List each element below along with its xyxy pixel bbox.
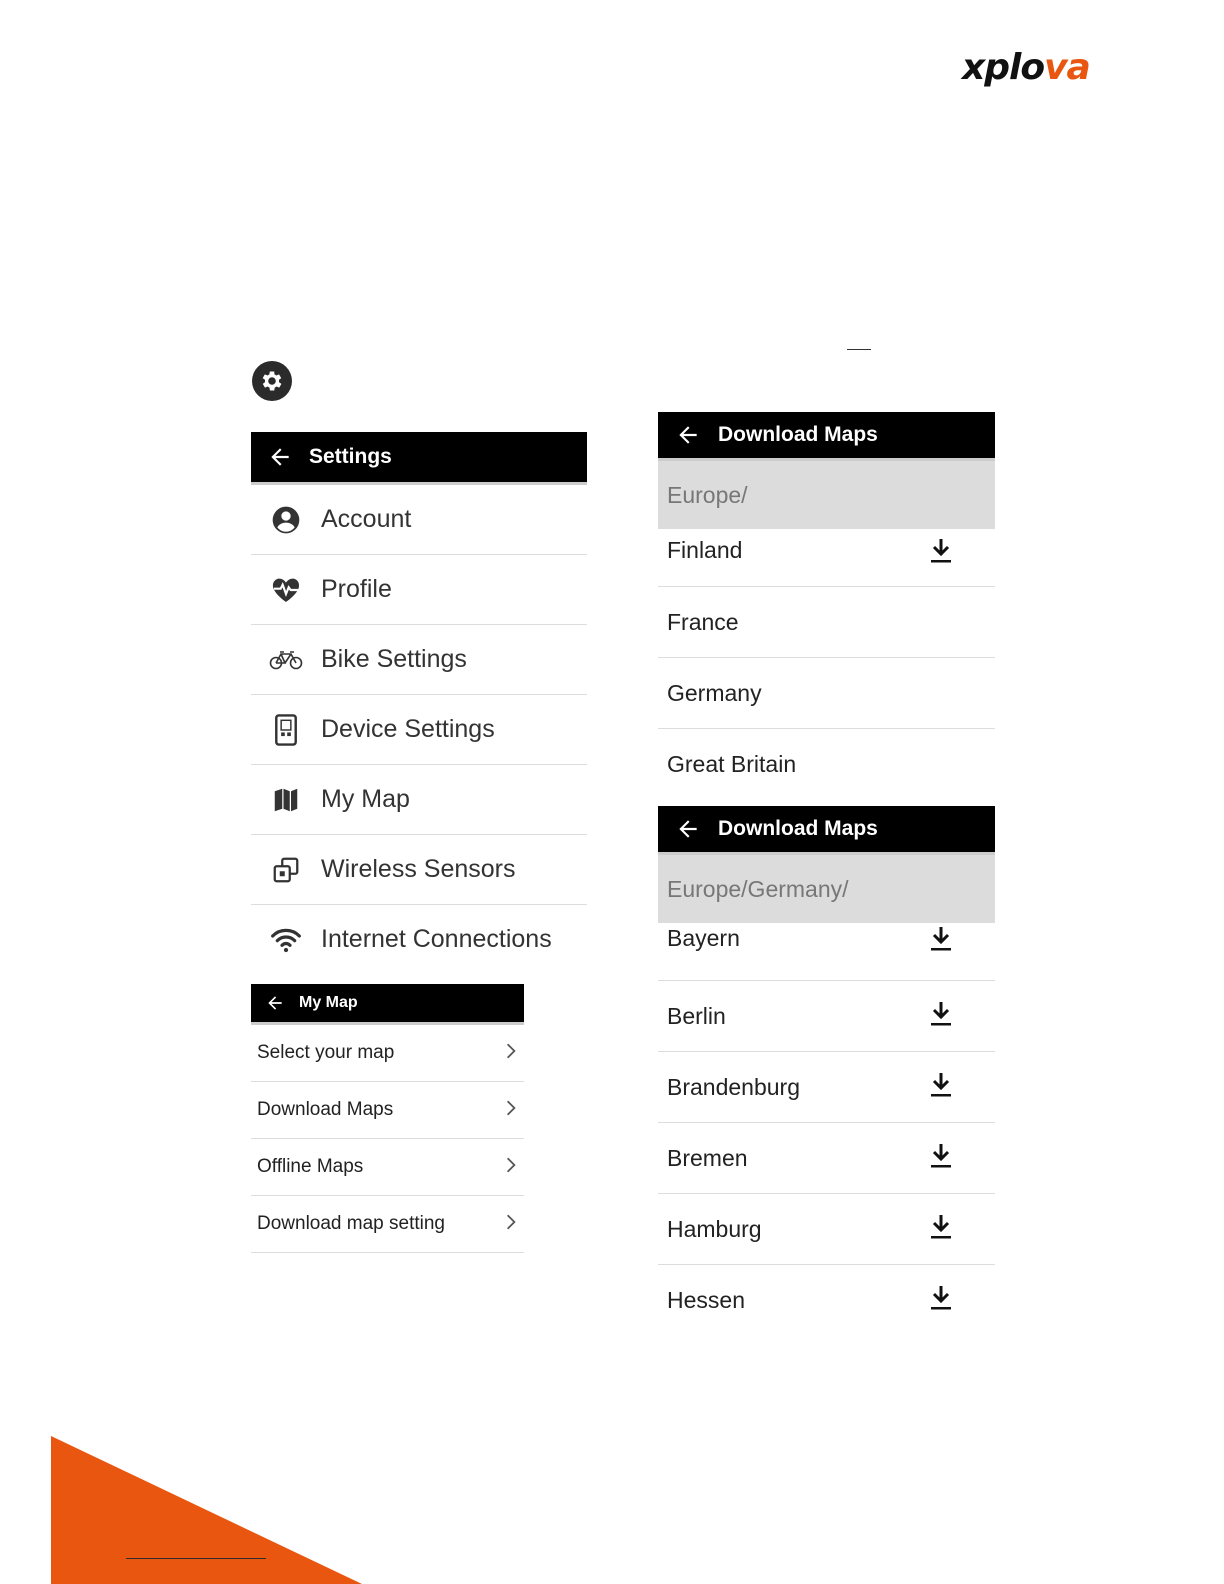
xplova-logo xyxy=(962,48,1124,88)
download-icon[interactable] xyxy=(929,537,953,570)
download-icon[interactable] xyxy=(929,925,953,958)
region-row-great-britain[interactable] xyxy=(658,729,995,800)
mymap-item-label: Download Maps xyxy=(257,1099,394,1120)
region-label: Finland xyxy=(667,537,743,563)
mymap-item-select-your-map[interactable] xyxy=(251,1025,524,1082)
download-maps-europe-screen xyxy=(658,412,995,800)
region-label: Bayern xyxy=(667,925,740,951)
download-maps-titlebar xyxy=(658,806,995,855)
my-map-title: My Map xyxy=(299,994,358,1011)
download-icon[interactable] xyxy=(929,1071,953,1104)
my-map-screen xyxy=(251,984,524,1253)
path-breadcrumb: Europe/ xyxy=(658,461,995,529)
sensors-icon xyxy=(251,855,321,885)
settings-titlebar xyxy=(251,432,587,485)
map-icon xyxy=(251,785,321,815)
heart-pulse-icon xyxy=(251,574,321,606)
settings-item-device-settings[interactable] xyxy=(251,695,587,765)
mymap-item-download-maps[interactable] xyxy=(251,1082,524,1139)
region-row-brandenburg[interactable] xyxy=(658,1052,995,1123)
region-row-germany[interactable] xyxy=(658,658,995,729)
mymap-item-label: Download map setting xyxy=(257,1213,445,1234)
settings-item-account[interactable] xyxy=(251,485,587,555)
settings-title: Settings xyxy=(309,445,392,468)
back-arrow-icon[interactable] xyxy=(251,432,309,482)
path-breadcrumb: Europe/Germany/ xyxy=(658,855,995,923)
region-label: Bremen xyxy=(667,1144,748,1171)
chevron-right-icon xyxy=(504,1156,518,1179)
mymap-item-download-map-setting[interactable] xyxy=(251,1196,524,1253)
region-label: Brandenburg xyxy=(667,1073,800,1100)
mymap-item-label: Offline Maps xyxy=(257,1156,364,1177)
device-icon xyxy=(251,713,321,747)
region-label: Great Britain xyxy=(667,751,797,777)
settings-item-label: Profile xyxy=(321,575,392,603)
region-row-bayern[interactable] xyxy=(658,923,995,981)
download-icon[interactable] xyxy=(929,1213,953,1246)
footer-line xyxy=(126,1558,266,1559)
settings-item-label: Device Settings xyxy=(321,715,495,743)
settings-item-label: Internet Connections xyxy=(321,925,552,953)
back-arrow-icon[interactable] xyxy=(658,412,718,458)
back-arrow-icon[interactable] xyxy=(251,984,299,1022)
settings-gear-icon xyxy=(252,361,292,401)
settings-item-profile[interactable] xyxy=(251,555,587,625)
region-row-bremen[interactable] xyxy=(658,1123,995,1194)
logo-text-dark: xplo xyxy=(962,47,1045,88)
settings-item-label: Wireless Sensors xyxy=(321,855,516,883)
back-arrow-icon[interactable] xyxy=(658,806,718,852)
download-maps-titlebar xyxy=(658,412,995,461)
region-label: Hessen xyxy=(667,1287,745,1313)
download-icon[interactable] xyxy=(929,1142,953,1175)
region-row-hessen[interactable] xyxy=(658,1265,995,1336)
region-label: Berlin xyxy=(667,1002,726,1029)
download-maps-germany-screen xyxy=(658,806,995,1336)
settings-item-label: My Map xyxy=(321,785,410,813)
download-maps-title: Download Maps xyxy=(718,423,878,446)
region-label: Hamburg xyxy=(667,1215,762,1242)
region-row-france[interactable] xyxy=(658,587,995,658)
chevron-right-icon xyxy=(504,1099,518,1122)
settings-item-wireless-sensors[interactable] xyxy=(251,835,587,905)
account-icon xyxy=(251,504,321,536)
logo-text-orange: va xyxy=(1044,47,1090,88)
chevron-right-icon xyxy=(504,1213,518,1236)
wifi-icon xyxy=(251,926,321,954)
settings-item-bike-settings[interactable] xyxy=(251,625,587,695)
download-maps-title: Download Maps xyxy=(718,817,878,840)
my-map-titlebar xyxy=(251,984,524,1025)
region-row-hamburg[interactable] xyxy=(658,1194,995,1265)
bike-icon xyxy=(251,647,321,673)
download-icon[interactable] xyxy=(929,1000,953,1033)
orange-corner-decoration xyxy=(0,1430,400,1584)
region-row-finland[interactable] xyxy=(658,529,995,587)
mymap-item-label: Select your map xyxy=(257,1042,395,1063)
mymap-item-offline-maps[interactable] xyxy=(251,1139,524,1196)
download-icon[interactable] xyxy=(929,1284,953,1317)
settings-item-label: Bike Settings xyxy=(321,645,467,673)
settings-screen xyxy=(251,432,587,974)
divider-mark xyxy=(847,349,871,350)
settings-item-label: Account xyxy=(321,505,412,533)
settings-item-my-map[interactable] xyxy=(251,765,587,835)
region-label: France xyxy=(667,608,739,635)
region-row-berlin[interactable] xyxy=(658,981,995,1052)
settings-item-internet-connections[interactable] xyxy=(251,905,587,974)
chevron-right-icon xyxy=(504,1042,518,1065)
region-label: Germany xyxy=(667,679,762,706)
